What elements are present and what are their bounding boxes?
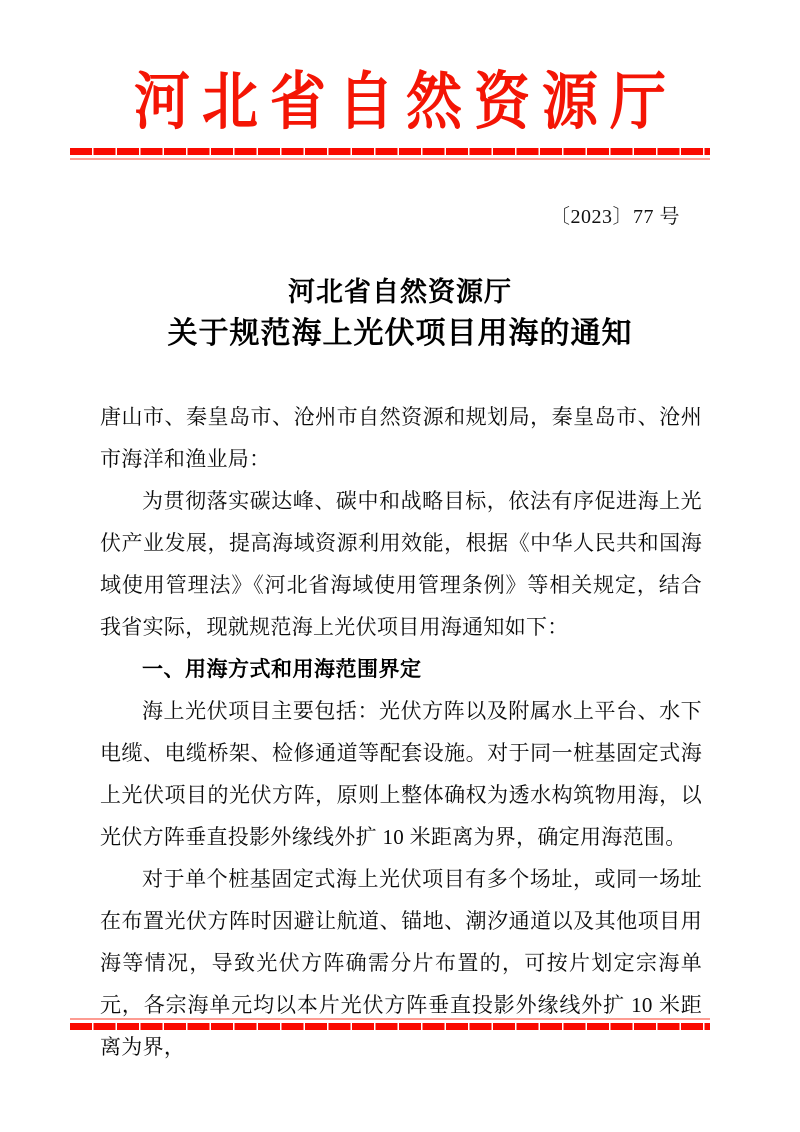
section-heading-1: 一、用海方式和用海范围界定 [142, 657, 422, 681]
document-title-line-2: 关于规范海上光伏项目用海的通知 [167, 317, 633, 350]
document-body [100, 396, 702, 1068]
masthead [0, 67, 800, 138]
document-title-line-1: 河北省自然资源厅 [288, 277, 512, 307]
body-paragraph-3: 对于单个桩基固定式海上光伏项目有多个场址，或同一场址在布置光伏方阵时因避让航道、锚地、潮汐通道以及其他项目用海等情况，导致光伏方阵确需分片布置的，可按片划定宗海单元，各宗海单元均以本片光伏方阵垂直投影外缘线外扩 10 米距离为界， [100, 867, 702, 1059]
masthead-title: 河北省自然资源厅 [134, 67, 678, 138]
addressee-line: 唐山市、秦皇岛市、沧州市自然资源和规划局，秦皇岛市、沧州市海洋和渔业局： [100, 405, 702, 471]
document-title [100, 272, 700, 356]
header-rule-thin [70, 158, 710, 160]
footer-rule-thin [70, 1018, 710, 1020]
footer-rule-thick [70, 1023, 710, 1030]
document-number: 〔2023〕77 号 [550, 206, 680, 228]
body-paragraph-1: 为贯彻落实碳达峰、碳中和战略目标，依法有序促进海上光伏产业发展，提高海域资源利用效能，根据《中华人民共和国海域使用管理法》《河北省海域使用管理条例》等相关规定，结合我省实际，现就规范海上光伏项目用海通知如下： [100, 489, 702, 639]
body-paragraph-2: 海上光伏项目主要包括：光伏方阵以及附属水上平台、水下电缆、电缆桥架、检修通道等配套设施。对于同一桩基固定式海上光伏项目的光伏方阵，原则上整体确权为透水构筑物用海，以光伏方阵垂直投影外缘线外扩 10 米距离为界，确定用海范围。 [100, 699, 702, 849]
header-rule-thick [70, 148, 710, 155]
header-rule [70, 148, 710, 160]
footer-rule [70, 1018, 710, 1030]
